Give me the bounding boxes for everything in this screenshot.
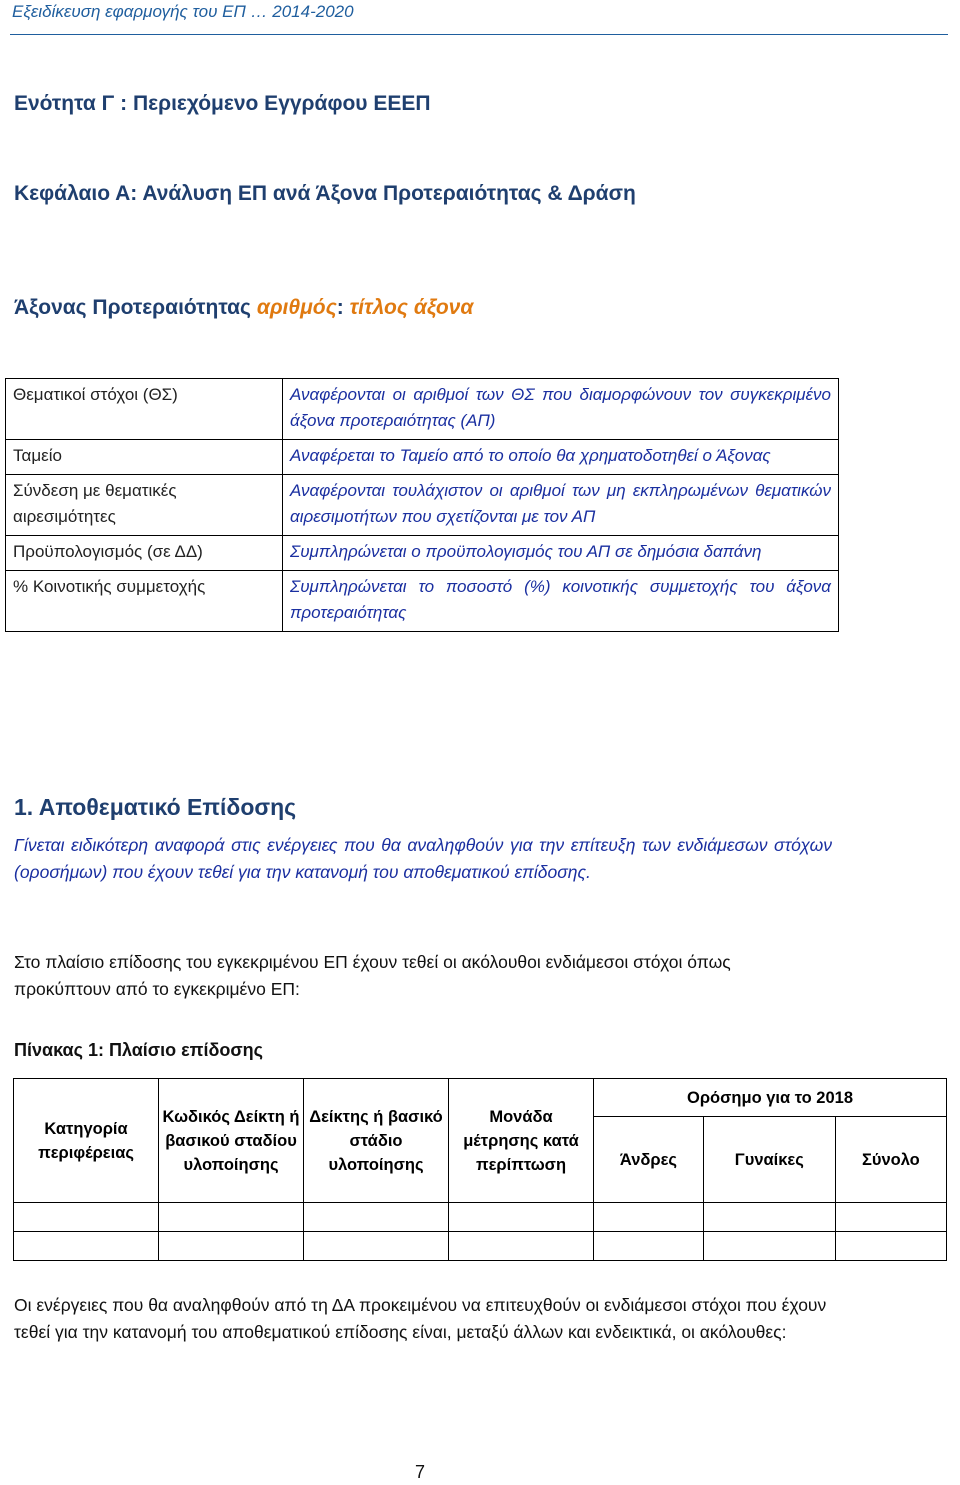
row-label: Θεματικοί στόχοι (ΘΣ) [6, 379, 283, 440]
table-cell [449, 1232, 594, 1261]
table-row [6, 379, 839, 440]
closing-paragraph: Οι ενέργειες που θα αναληφθούν από τη ΔΑ προκειμένου να επιτευχθούν οι ενδιάμεσοι στόχοι που έχουν τεθεί για την κατανομή του αποθεματικού επίδοσης είναι, μεταξύ άλλων και ενδεικτικά, οι ακόλουθες: [14, 1295, 827, 1342]
table-row [6, 571, 839, 632]
section-1-intro: Γίνεται ειδικότερη αναφορά στις ενέργειες που θα αναληφθούν για την επίτευξη των ενδιάμεσων στόχων (οροσήμων) που έχουν τεθεί για την κατανομή του αποθεματικού επίδοσης. [14, 835, 832, 882]
performance-framework-table [13, 1078, 947, 1261]
table-cell [159, 1232, 304, 1261]
table-cell [304, 1203, 449, 1232]
table-cell [835, 1232, 946, 1261]
col-header-total: Σύνολο [835, 1117, 946, 1203]
header-divider [10, 34, 948, 35]
section-c-heading: Ενότητα Γ : Περιεχόμενο Εγγράφου ΕΕΕΠ [14, 92, 431, 115]
section-1-heading: 1. Αποθεματικό Επίδοσης [14, 794, 297, 820]
axis-title-placeholder: τίτλος άξονα [349, 296, 474, 319]
col-header-unit: Μονάδα μέτρησης κατά περίπτωση [449, 1079, 594, 1203]
col-header-women: Γυναίκες [703, 1117, 835, 1203]
table-cell [14, 1203, 159, 1232]
section-1-paragraph: Στο πλαίσιο επίδοσης του εγκεκριμένου ΕΠ έχουν τεθεί οι ακόλουθοι ενδιάμεσοι στόχοι όπως προκύπτουν από το εγκεκριμένο ΕΠ: [14, 952, 731, 999]
axis-heading [14, 296, 473, 320]
col-header-men: Άνδρες [594, 1117, 704, 1203]
row-label: % Κοινοτικής συμμετοχής [6, 571, 283, 632]
axis-number: αριθμός [256, 296, 337, 319]
axis-heading-sep: : [336, 296, 350, 319]
table-cell [835, 1203, 946, 1232]
col-header-milestone: Ορόσημο για το 2018 [594, 1079, 947, 1117]
chapter-a-heading: Κεφάλαιο Α: Ανάλυση ΕΠ ανά Άξονα Προτεραιότητας & Δράση [14, 182, 636, 205]
table-row [6, 440, 839, 475]
table-cell [449, 1203, 594, 1232]
table-row [6, 475, 839, 536]
row-label: Προϋπολογισμός (σε ΔΔ) [6, 536, 283, 571]
col-header-indicator: Δείκτης ή βασικό στάδιο υλοποίησης [304, 1079, 449, 1203]
row-description: Συμπληρώνεται ο προϋπολογισμός του ΑΠ σε δημόσια δαπάνη [283, 536, 839, 571]
col-header-category: Κατηγορία περιφέρειας [14, 1079, 159, 1203]
table-cell [594, 1232, 704, 1261]
col-header-code: Κωδικός Δείκτη ή βασικού σταδίου υλοποίησης [159, 1079, 304, 1203]
table-cell [304, 1232, 449, 1261]
table-row [14, 1203, 947, 1232]
table-cell [703, 1203, 835, 1232]
table-cell [594, 1203, 704, 1232]
table-cell [703, 1232, 835, 1261]
row-description: Αναφέρεται το Ταμείο από το οποίο θα χρηματοδοτηθεί ο Άξονας [283, 440, 839, 475]
page-number: 7 [414, 1462, 425, 1482]
document-header: Εξειδίκευση εφαρμογής του ΕΠ … 2014-2020 [12, 2, 354, 21]
axis-heading-prefix: Άξονας Προτεραιότητας [14, 296, 257, 319]
row-description: Αναφέρονται τουλάχιστον οι αριθμοί των μη εκπληρωμένων θεματικών αιρεσιμοτήτων που σχετίζονται με τον ΑΠ [283, 475, 839, 536]
row-description: Αναφέρονται οι αριθμοί των ΘΣ που διαμορφώνουν τον συγκεκριμένο άξονα προτεραιότητας (ΑΠ) [283, 379, 839, 440]
table-row [14, 1232, 947, 1261]
row-label: Ταμείο [6, 440, 283, 475]
row-description: Συμπληρώνεται το ποσοστό (%) κοινοτικής συμμετοχής του άξονα προτεραιότητας [283, 571, 839, 632]
row-label: Σύνδεση με θεματικές αιρεσιμότητες [6, 475, 283, 536]
table-row [6, 536, 839, 571]
table-cell [159, 1203, 304, 1232]
table-cell [14, 1232, 159, 1261]
axis-info-table [5, 378, 839, 632]
table-caption: Πίνακας 1: Πλαίσιο επίδοσης [14, 1040, 264, 1060]
